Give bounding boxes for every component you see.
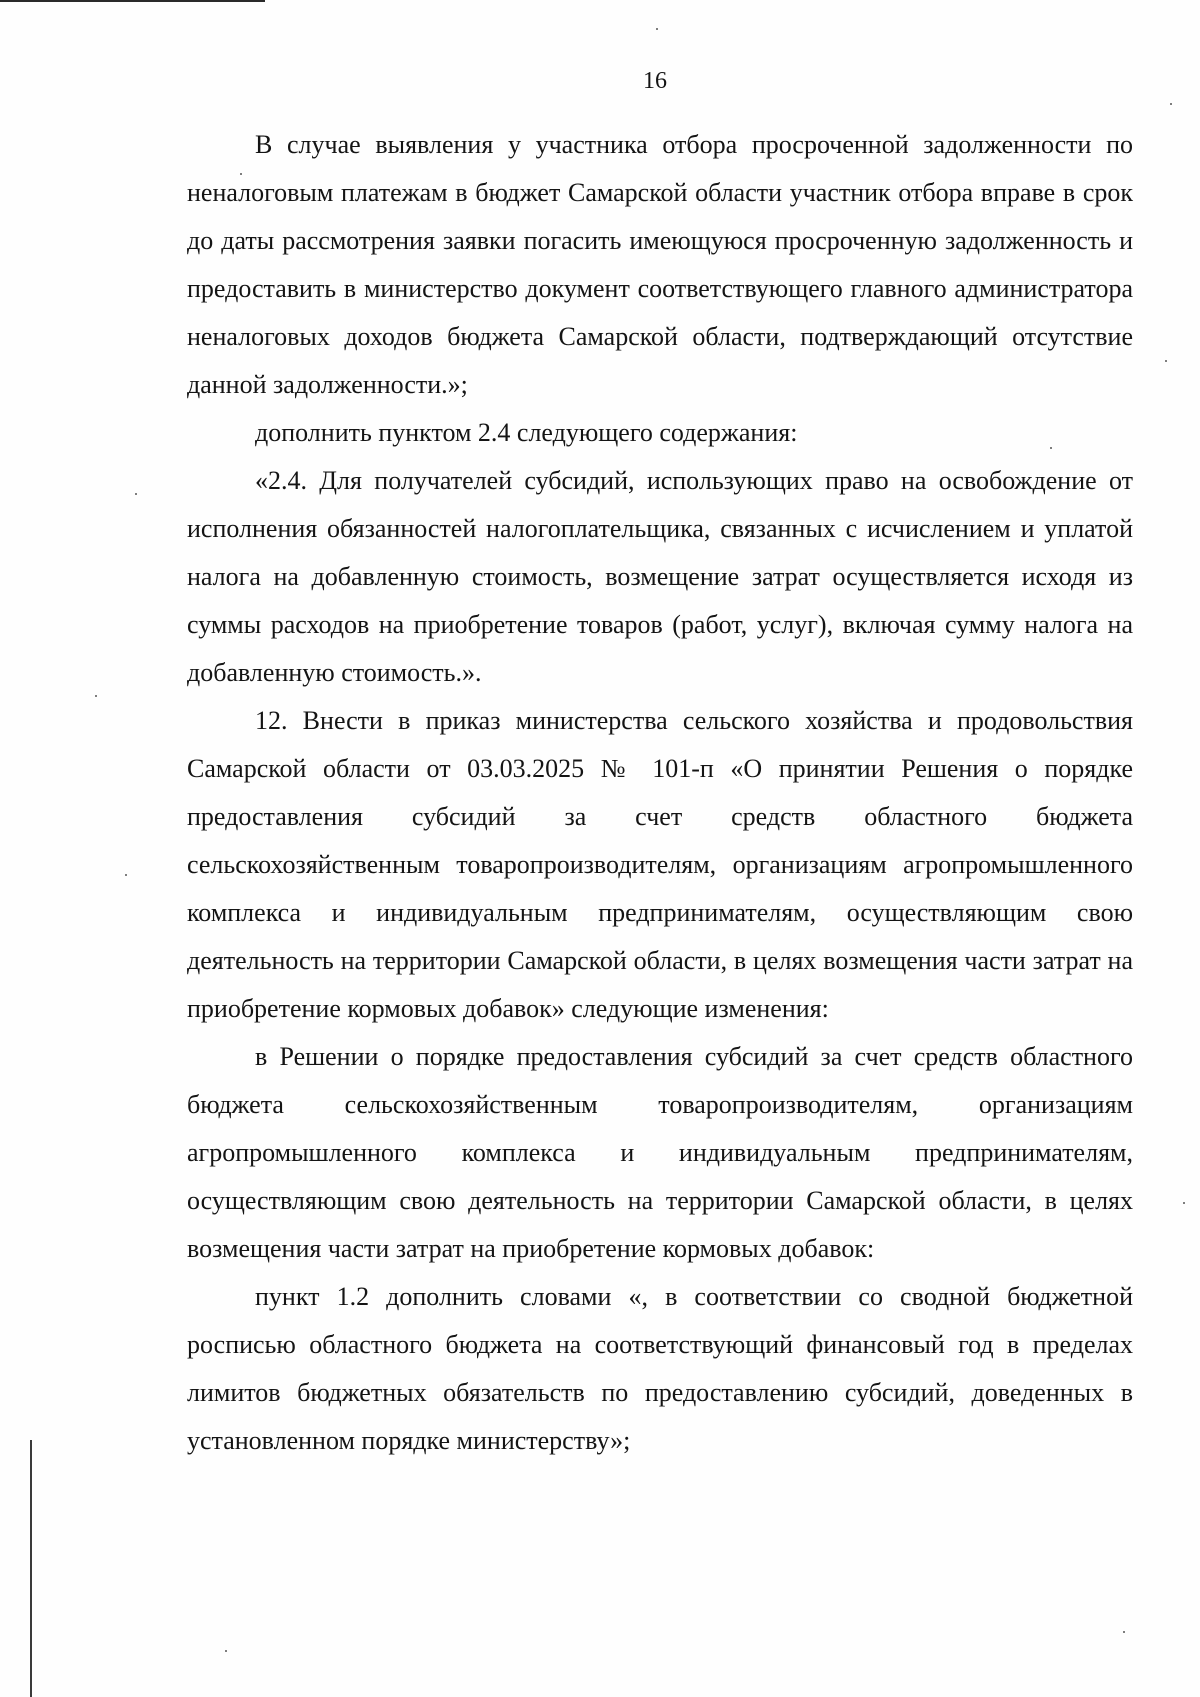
scan-speck <box>240 173 242 175</box>
scan-edge-left <box>30 1440 32 1697</box>
scan-speck <box>1050 447 1052 449</box>
scan-speck <box>95 695 97 697</box>
scan-speck <box>1183 1202 1185 1204</box>
scan-speck <box>135 493 137 495</box>
scan-speck <box>656 28 658 30</box>
scan-speck <box>1170 103 1172 105</box>
scan-speck <box>1123 1631 1125 1633</box>
scan-speck <box>225 1650 227 1652</box>
page-number: 16 <box>643 68 667 94</box>
scan-speck <box>125 874 127 876</box>
paragraph-item-12: 12. Внести в приказ министерства сельского хозяйства и продовольствия Самарской области от 03.03.2025 № 101-п «О принятии Решения о порядке предоставления субсидий за счет средств областного бюджета сельскохозяйственным товаропроизводителям, организациям агропромышленного комплекса и индивидуальным предпринимателям, осуществляющим свою деятельность на территории Самарской области, в целях возмещения части затрат на приобретение кормовых добавок» следующие изменения: <box>187 706 1133 1023</box>
scan-speck <box>1165 360 1167 362</box>
scan-edge-top <box>0 0 265 2</box>
paragraph-add-clause: дополнить пунктом 2.4 следующего содержания: <box>255 418 798 447</box>
paragraph-clause-1-2: пункт 1.2 дополнить словами «, в соответствии со сводной бюджетной росписью областного бюджета на соответствующий финансовый год в пределах лимитов бюджетных обязательств по предоставлению субсидий, доведенных в установленном порядке министерству»; <box>187 1282 1133 1455</box>
paragraph-clause-2-4: «2.4. Для получателей субсидий, использующих право на освобождение от исполнения обязанностей налогоплательщика, связанных с исчислением и уплатой налога на добавленную стоимость, возмещение затрат осуществляется исходя из суммы расходов на приобретение товаров (работ, услуг), включая сумму налога на добавленную стоимость.». <box>187 466 1133 687</box>
document-body <box>187 121 1133 1465</box>
paragraph-overdue-debt: В случае выявления у участника отбора просроченной задолженности по неналоговым платежам в бюджет Самарской области участник отбора вправе в срок до даты рассмотрения заявки погасить имеющуюся просроченную задолженность и предоставить в министерство документ соответствующего главного администратора неналоговых доходов бюджета Самарской области, подтверждающий отсутствие данной задолженности.»; <box>187 130 1133 399</box>
paragraph-decision: в Решении о порядке предоставления субсидий за счет средств областного бюджета сельскохозяйственным товаропроизводителям, организациям агропромышленного комплекса и индивидуальным предпринимателям, осуществляющим свою деятельность на территории Самарской области, в целях возмещения части затрат на приобретение кормовых добавок: <box>187 1042 1133 1263</box>
